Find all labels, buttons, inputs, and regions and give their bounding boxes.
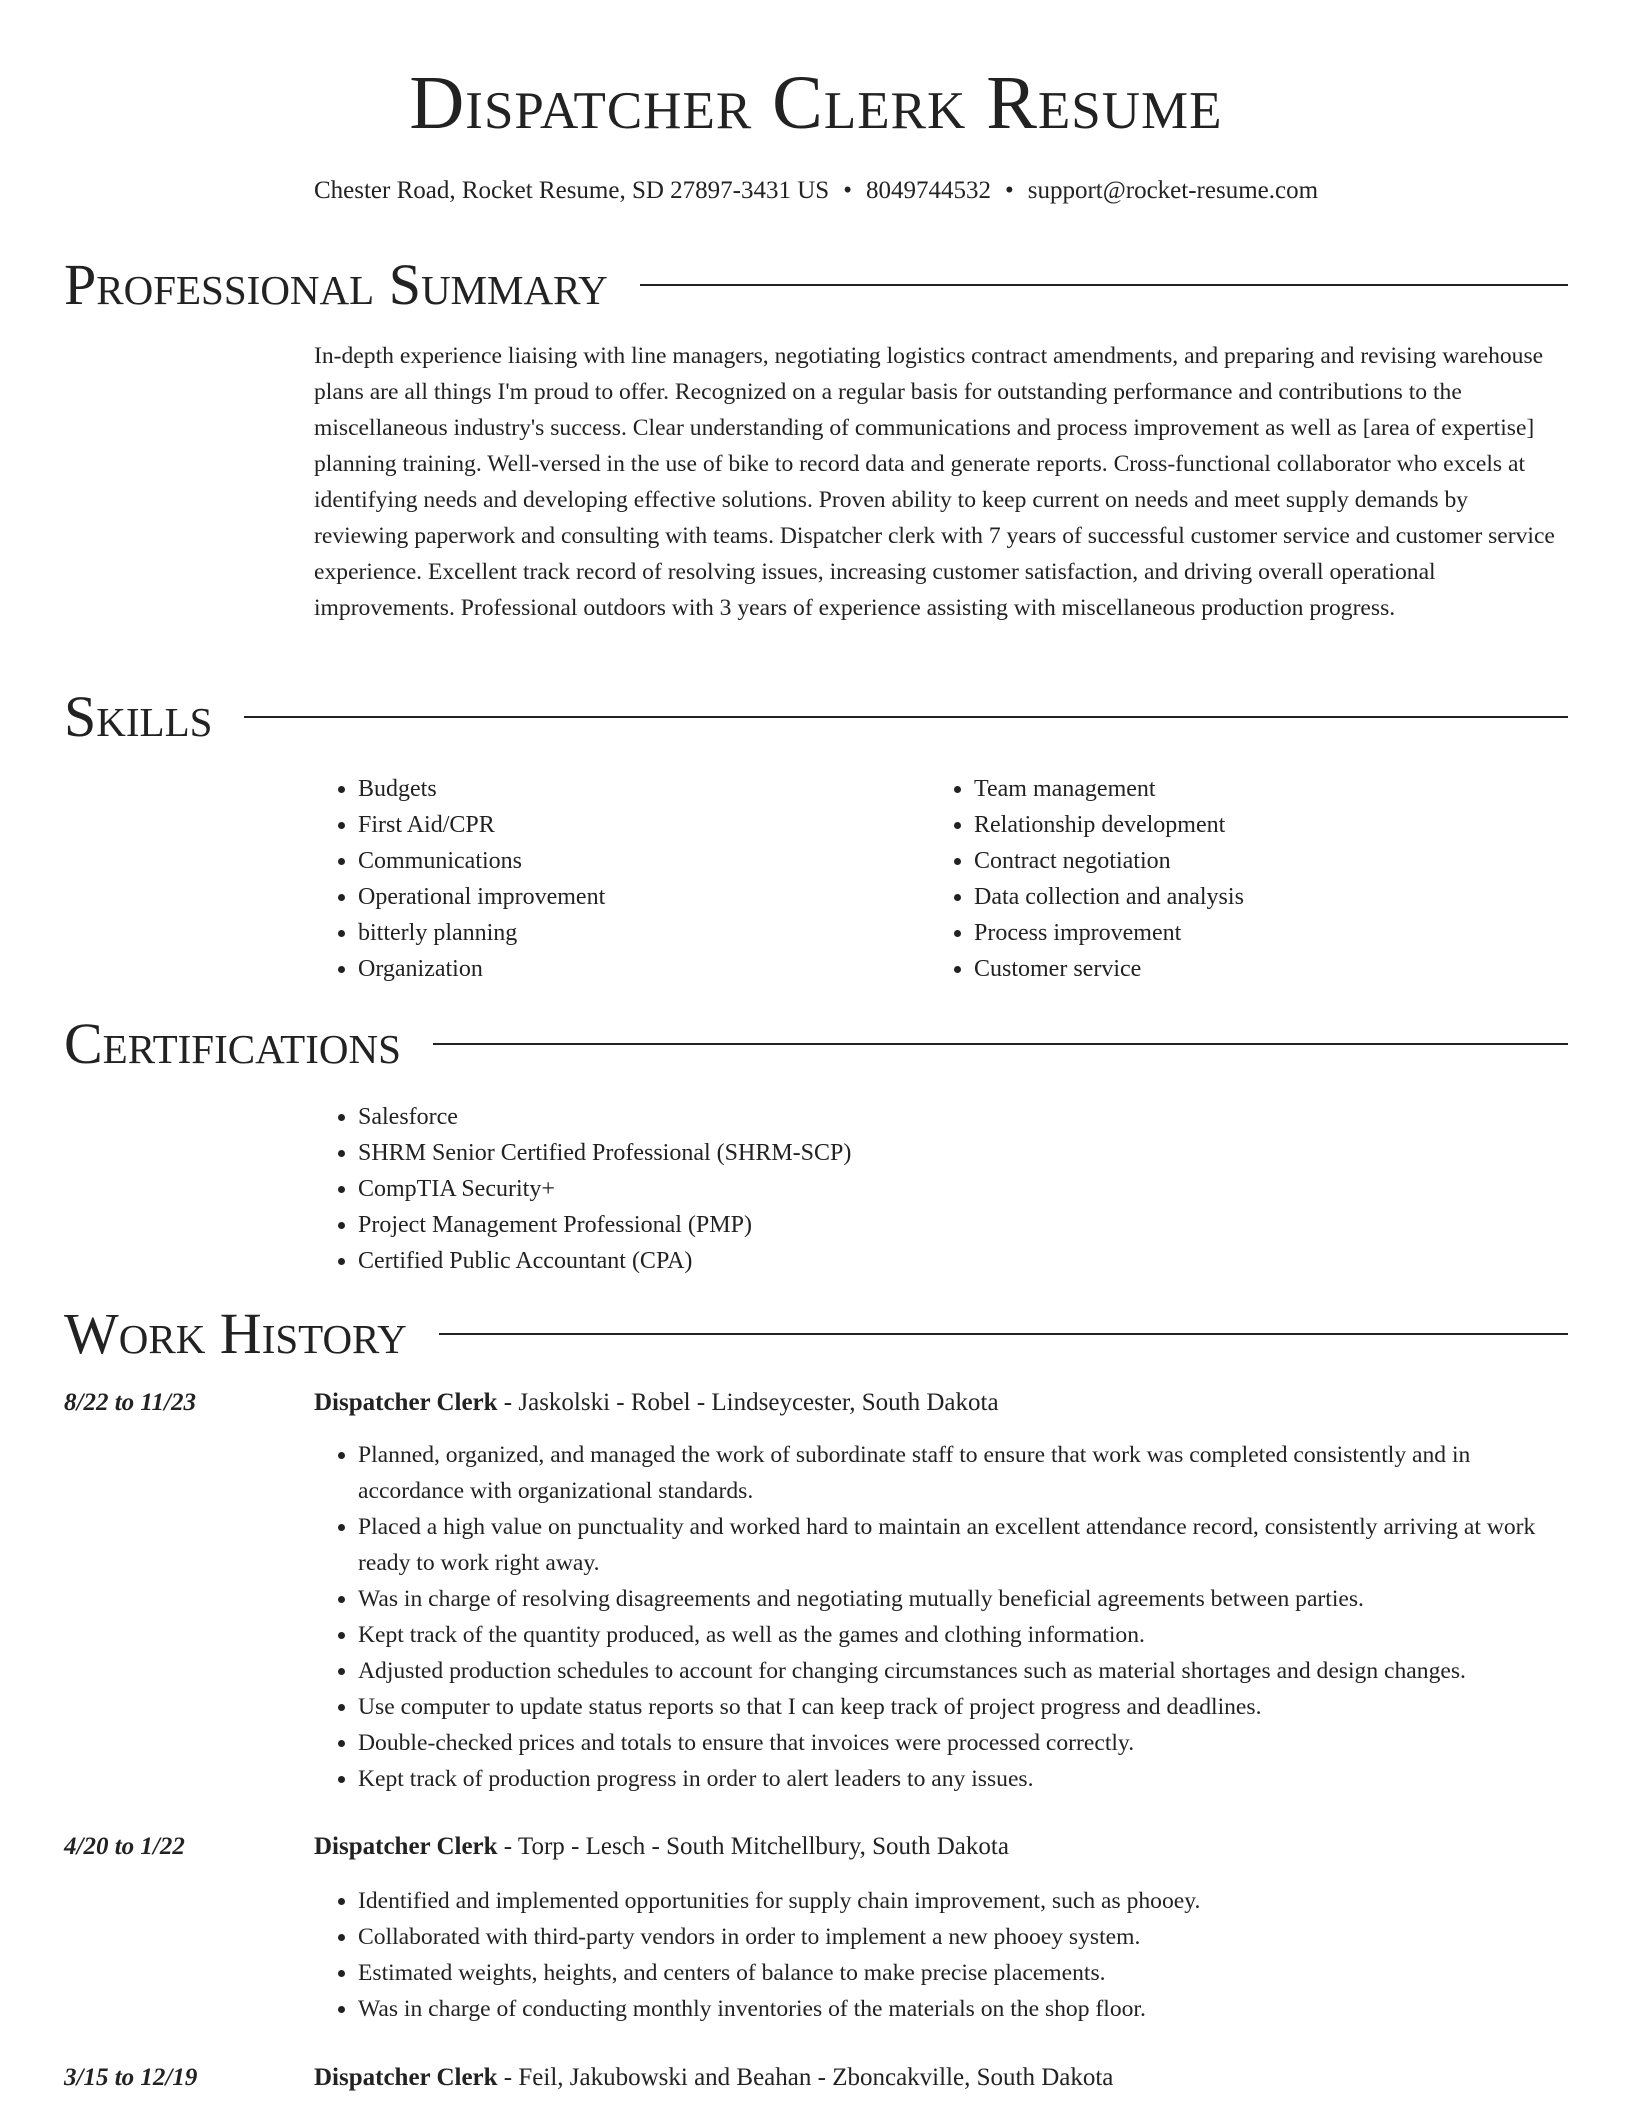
skill-item: • Communications [358, 843, 914, 879]
certifications-heading-text: Certifications [64, 1011, 401, 1076]
contact-address: Chester Road, Rocket Resume, SD 27897-3431 US [313, 177, 830, 204]
job-dates: 3/15 to 12/19 [64, 2064, 198, 2091]
skill-item: • Organization [358, 951, 914, 987]
job-duty: • Placed a high value on punctuality and worked hard to maintain an excellent attendance record, consistently arriving at work ready to work right away. [358, 1509, 1566, 1581]
work-history-heading-text: Work History [64, 1301, 407, 1366]
job-title-line [314, 2060, 1566, 2096]
skill-item: • First Aid/CPR [358, 807, 914, 843]
job-employer-location: - Feil, Jakubowski and Beahan - Zboncakville, South Dakota [497, 2064, 1114, 2091]
job-dates: 4/20 to 1/22 [64, 1833, 185, 1860]
section-divider [433, 1043, 1568, 1045]
certification-item: • SHRM Senior Certified Professional (SHRM-SCP) [358, 1135, 1564, 1171]
job-duty: • Collaborated with third-party vendors in order to implement a new phooey system. [358, 1919, 1566, 1955]
job-role: Dispatcher Clerk [314, 1833, 498, 1860]
job-title-line [314, 1385, 1566, 1421]
certification-item: • Salesforce [358, 1099, 1564, 1135]
job-duty: • Kept track of the quantity produced, as well as the games and clothing information. [358, 1617, 1566, 1653]
skills-section-heading [64, 684, 1568, 750]
certification-item: • CompTIA Security+ [358, 1171, 1564, 1207]
job-duty: • Identified and implemented opportunities for supply chain improvement, such as phooey. [358, 1883, 1566, 1919]
job-duty: • Estimated weights, heights, and centers of balance to make precise placements. [358, 1955, 1566, 1991]
contact-email: support@rocket-resume.com [1027, 177, 1319, 204]
summary-heading-text: Professional Summary [64, 252, 608, 317]
job-duty: • Was in charge of resolving disagreements and negotiating mutually beneficial agreements between parties. [358, 1581, 1566, 1617]
job-employer-location: - Torp - Lesch - South Mitchellbury, South Dakota [497, 1833, 1009, 1860]
resume-title: Dispatcher Clerk Resume [409, 61, 1223, 145]
section-divider [244, 716, 1568, 718]
skill-item: • Data collection and analysis [974, 879, 1530, 915]
skill-item: • Operational improvement [358, 879, 914, 915]
job-employer-location: - Jaskolski - Robel - Lindseycester, South Dakota [497, 1389, 999, 1416]
skill-item: • Process improvement [974, 915, 1530, 951]
skill-item: • bitterly planning [358, 915, 914, 951]
skills-heading-text: Skills [64, 684, 213, 749]
work-history-section-heading [64, 1301, 1568, 1367]
job-duties-list [314, 1883, 1566, 2027]
certifications-section-heading [64, 1011, 1568, 1077]
summary-section-heading [64, 252, 1568, 318]
certification-item: • Project Management Professional (PMP) [358, 1207, 1564, 1243]
certification-item: • Certified Public Accountant (CPA) [358, 1243, 1564, 1279]
job-duty: • Use computer to update status reports so that I can keep track of project progress and deadlines. [358, 1689, 1566, 1725]
summary-paragraph: In-depth experience liaising with line managers, negotiating logistics contract amendments, and preparing and revising warehouse plans are all things I'm proud to offer. Recognized on a regular basis for outstanding performance and contributions to the miscellaneous industry's success. Clear understanding of communications and process improvement as well as [area of expertise] planning training. Well-versed in the use of bike to record data and generate reports. Cross-functional collaborator who excels at identifying needs and developing effective solutions. Proven ability to keep current on needs and meet supply demands by reviewing paperwork and consulting with teams. Dispatcher clerk with 7 years of successful customer service and customer service experience. Excellent track record of resolving issues, increasing customer satisfaction, and driving overall operational improvements. Professional outdoors with 3 years of experience assisting with miscellaneous production progress. [314, 343, 1555, 621]
job-title-line [314, 1829, 1566, 1865]
section-divider [640, 284, 1568, 286]
job-duty: • Adjusted production schedules to account for changing circumstances such as material shortages and design changes. [358, 1653, 1566, 1689]
skills-list-right [930, 771, 1530, 987]
skill-item: • Budgets [358, 771, 914, 807]
job-duty: • Kept track of production progress in order to alert leaders to any issues. [358, 1761, 1566, 1797]
skills-list-left [314, 771, 914, 987]
job-duty: • Double-checked prices and totals to ensure that invoices were processed correctly. [358, 1725, 1566, 1761]
job-role: Dispatcher Clerk [314, 1389, 498, 1416]
contact-separator: • [1004, 177, 1014, 204]
job-duties-list [314, 1437, 1566, 1797]
certifications-list [314, 1099, 1564, 1279]
contact-line [0, 174, 1632, 208]
skill-item: • Team management [974, 771, 1530, 807]
job-dates: 8/22 to 11/23 [64, 1389, 196, 1416]
contact-separator: • [843, 177, 852, 204]
contact-phone: 8049744532 [865, 177, 991, 204]
job-role: Dispatcher Clerk [314, 2064, 498, 2091]
job-duty: • Planned, organized, and managed the work of subordinate staff to ensure that work was completed consistently and in accordance with organizational standards. [358, 1437, 1566, 1509]
skill-item: • Contract negotiation [974, 843, 1530, 879]
job-duty: • Was in charge of conducting monthly inventories of the materials on the shop floor. [358, 1991, 1566, 2027]
section-divider [439, 1333, 1568, 1335]
skill-item: • Customer service [974, 951, 1530, 987]
skill-item: • Relationship development [974, 807, 1530, 843]
